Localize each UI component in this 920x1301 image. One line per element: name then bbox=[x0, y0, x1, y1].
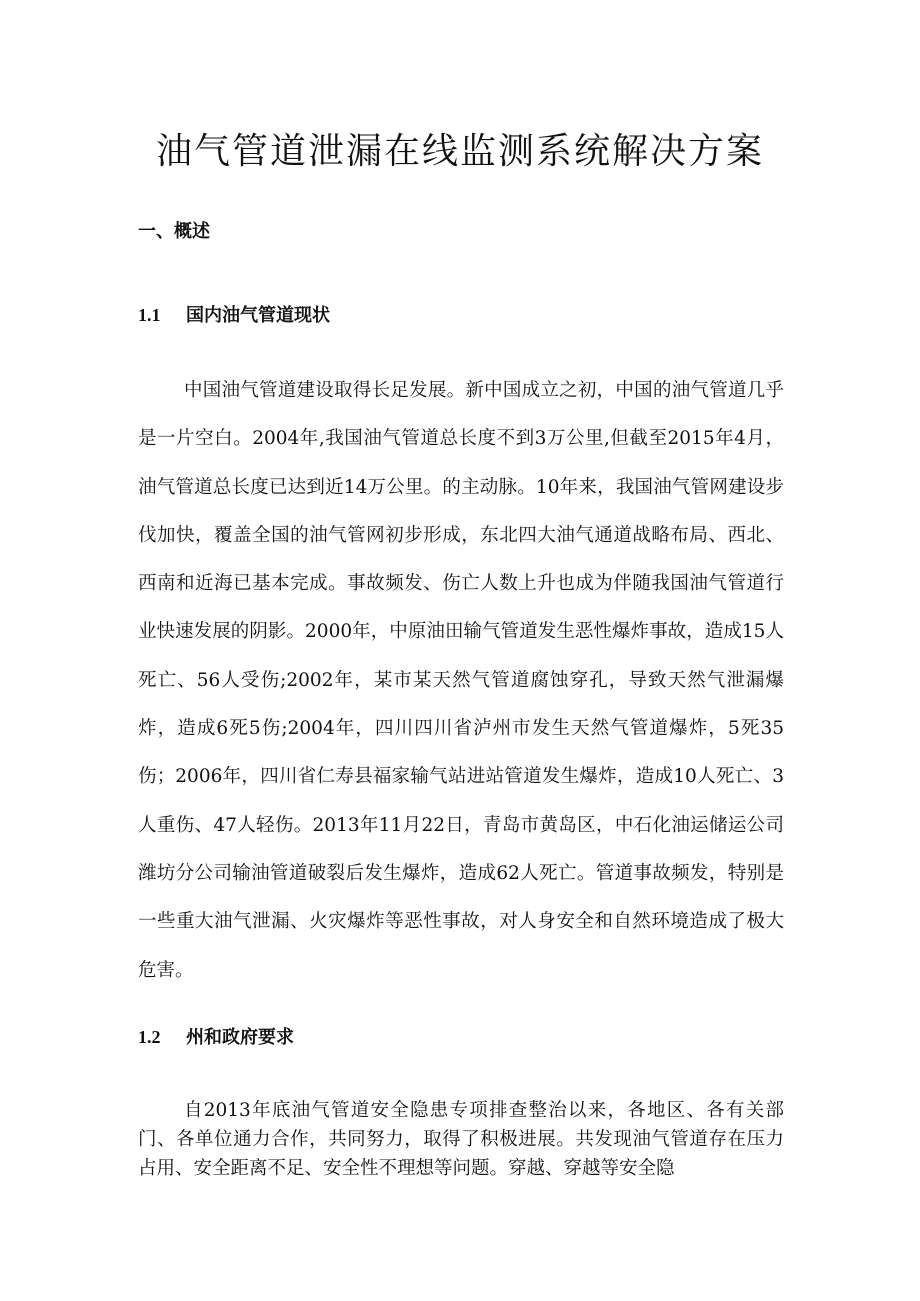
document-title: 油气管道泄漏在线监测系统解决方案 bbox=[155, 131, 764, 172]
section-heading-1-2 bbox=[138, 1024, 294, 1051]
section-number: 1.2 bbox=[138, 1027, 161, 1047]
section-heading-1-1 bbox=[138, 302, 330, 329]
section-number: 1.1 bbox=[138, 305, 161, 325]
section-heading-text: 州和政府要求 bbox=[186, 1027, 294, 1048]
body-paragraph-1-1: 中国油气管道建设取得长足发展。新中国成立之初，中国的油气管道几乎是一片空白。2004年,我国油气管道总长度不到3万公里,但截至2015年4月，油气管道总长度已达到近14万公里。的主动脉。10年来，我国油气管网建设步伐加快，覆盖全国的油气管网初步形成，东北四大油气通道战略布局、西北、西南和近海已基本完成。事故频发、伤亡人数上升也成为伴随我国油气管道行业快速发展的阴影。2000年，中原油田输气管道发生恶性爆炸事故，造成15人死亡、56人受伤;2002年，某市某天然气管道腐蚀穿孔，导致天然气泄漏爆炸，造成6死5伤;2004年，四川四川省泸州市发生天然气管道爆炸，5死35伤；2006年，四川省仁寿县福家输气站进站管道发生爆炸，造成10人死亡、3人重伤、47人轻伤。2013年11月22日，青岛市黄岛区，中石化油运储运公司潍坊分公司输油管道破裂后发生爆炸，造成62人死亡。管道事故频发，特别是一些重大油气泄漏、火灾爆炸等恶性事故，对人身安全和自然环境造成了极大危害。 bbox=[138, 380, 784, 981]
section-heading-overview: 一、概述 bbox=[138, 221, 210, 242]
body-paragraph-1-2: 自2013年底油气管道安全隐患专项排查整治以来，各地区、各有关部门、各单位通力合作，共同努力，取得了积极进展。共发现油气管道存在压力占用、安全距离不足、安全性不理想等问题。穿越、穿越等安全隐 bbox=[138, 1100, 784, 1179]
section-heading-text: 国内油气管道现状 bbox=[186, 305, 330, 326]
